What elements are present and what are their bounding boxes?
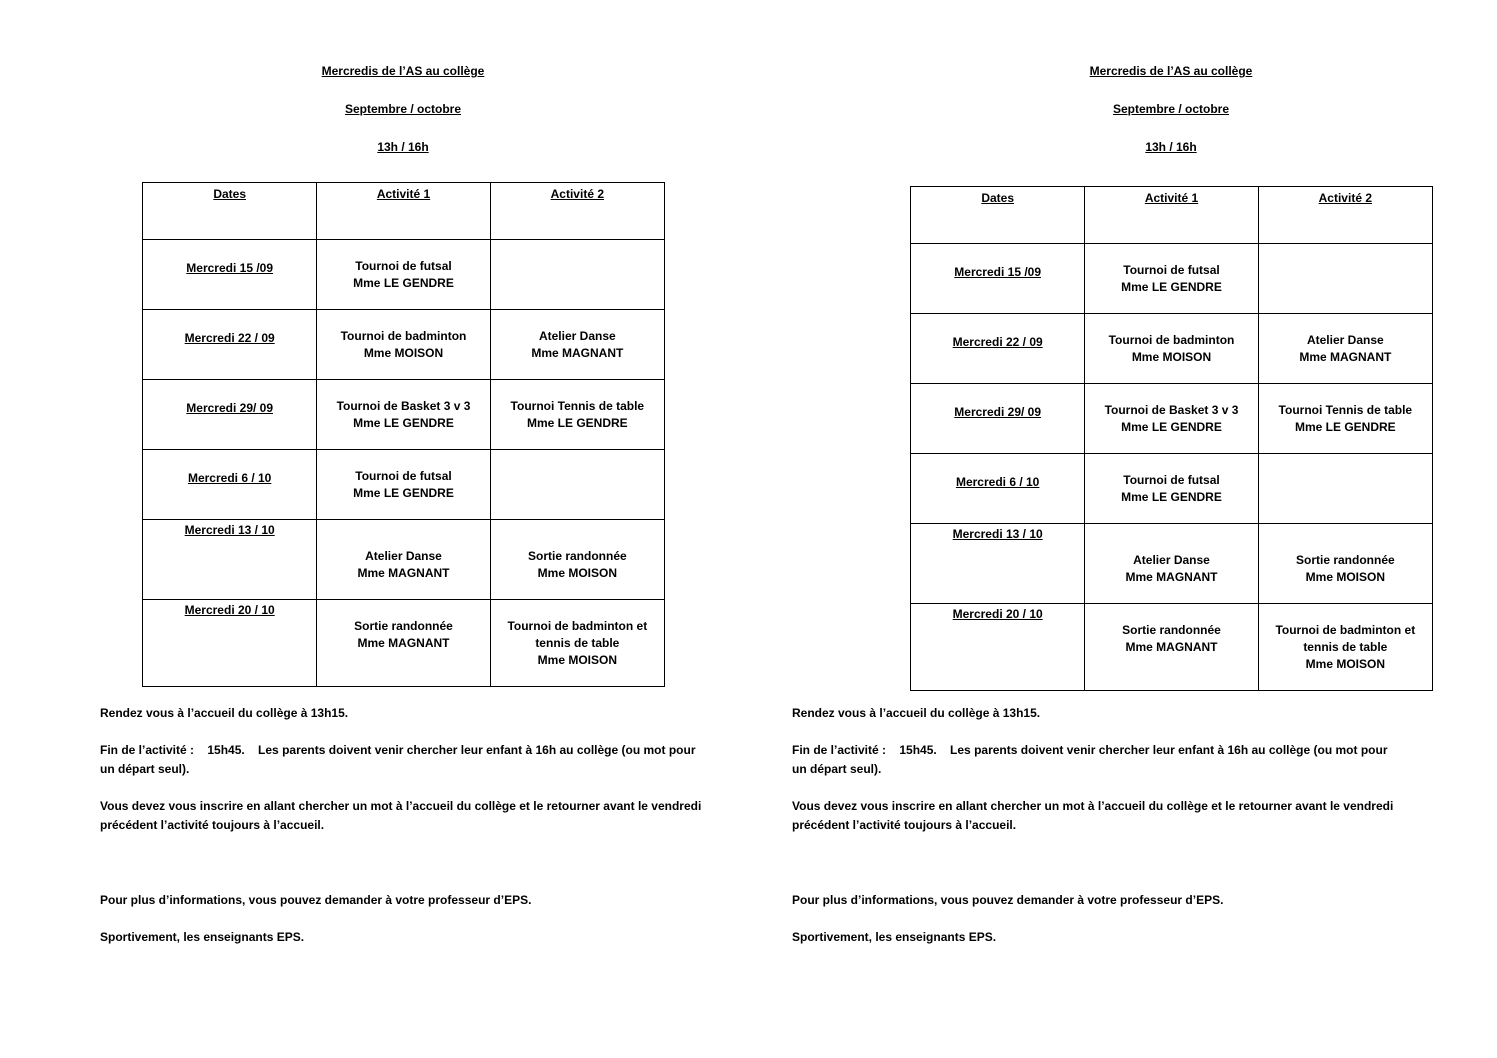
schedule-table (142, 182, 665, 687)
registration-note: Vous devez vous inscrire en allant chercher un mot à l’accueil du collège et le retourner avant le vendredi précédent l’activité toujours à l’accueil. (100, 799, 702, 832)
table-row (911, 454, 1433, 524)
activity-1-cell: Atelier Danse Mme MAGNANT (317, 520, 490, 600)
activity-2-cell (1258, 454, 1432, 524)
title-block (910, 62, 1432, 176)
flyer-title: Mercredis de l’AS au collège (1089, 64, 1253, 78)
flyer-period: Septembre / octobre (344, 102, 462, 116)
activity-2-cell (1258, 244, 1432, 314)
activity-1-cell: Tournoi de badminton Mme MOISON (1085, 314, 1258, 384)
activity-1-cell: Tournoi de Basket 3 v 3 Mme LE GENDRE (1085, 384, 1258, 454)
row-date: Mercredi 22 / 09 (911, 314, 1085, 384)
activity-2-cell: Tournoi de badminton et tennis de table Mme MOISON (490, 600, 664, 687)
table-row (143, 520, 665, 600)
activity-1-cell: Tournoi de futsal Mme LE GENDRE (1085, 454, 1258, 524)
title-block (142, 62, 664, 176)
header-activity-2: Activité 2 (1258, 187, 1432, 244)
activity-2-cell: Sortie randonnée Mme MOISON (490, 520, 664, 600)
activity-1-cell: Tournoi de futsal Mme LE GENDRE (317, 240, 490, 310)
header-activity-2: Activité 2 (490, 183, 664, 240)
table-header-row (911, 187, 1433, 244)
row-date: Mercredi 15 /09 (911, 244, 1085, 314)
end-time-note: Fin de l’activité : 15h45. Les parents doivent venir chercher leur enfant à 16h au collège (ou mot pour un départ seul). (100, 743, 696, 776)
row-date: Mercredi 29/ 09 (143, 380, 317, 450)
activity-2-cell: Tournoi Tennis de table Mme LE GENDRE (1258, 384, 1432, 454)
activity-1-cell: Sortie randonnée Mme MAGNANT (1085, 604, 1258, 691)
end-time-note: Fin de l’activité : 15h45. Les parents doivent venir chercher leur enfant à 16h au collège (ou mot pour un départ seul). (792, 743, 1388, 776)
activity-2-cell: Tournoi de badminton et tennis de table Mme MOISON (1258, 604, 1432, 691)
header-activity-1: Activité 1 (317, 183, 490, 240)
row-date: Mercredi 20 / 10 (911, 604, 1085, 691)
table-row (143, 600, 665, 687)
activity-1-cell: Atelier Danse Mme MAGNANT (1085, 524, 1258, 604)
flyer-hours: 13h / 16h (1145, 140, 1197, 154)
registration-note: Vous devez vous inscrire en allant chercher un mot à l’accueil du collège et le retourner avant le vendredi précédent l’activité toujours à l’accueil. (792, 799, 1394, 832)
info-note: Pour plus d’informations, vous pouvez demander à votre professeur d’EPS. (792, 893, 1224, 907)
schedule-table (910, 186, 1433, 691)
row-date: Mercredi 6 / 10 (143, 450, 317, 520)
row-date: Mercredi 15 /09 (143, 240, 317, 310)
signoff: Sportivement, les enseignants EPS. (100, 930, 305, 944)
info-note: Pour plus d’informations, vous pouvez demander à votre professeur d’EPS. (100, 893, 532, 907)
activity-2-cell: Atelier Danse Mme MAGNANT (1258, 314, 1432, 384)
flyer-right (748, 0, 1496, 1058)
activity-1-cell: Tournoi de badminton Mme MOISON (317, 310, 490, 380)
notes-block (100, 704, 740, 965)
activity-1-cell: Tournoi de Basket 3 v 3 Mme LE GENDRE (317, 380, 490, 450)
activity-2-cell (490, 240, 664, 310)
flyer-period: Septembre / octobre (1112, 102, 1230, 116)
row-date: Mercredi 13 / 10 (911, 524, 1085, 604)
activity-1-cell: Tournoi de futsal Mme LE GENDRE (1085, 244, 1258, 314)
header-dates: Dates (143, 183, 317, 240)
flyer-left (0, 0, 748, 1058)
activity-2-cell (490, 450, 664, 520)
activity-1-cell: Tournoi de futsal Mme LE GENDRE (317, 450, 490, 520)
table-row (911, 314, 1433, 384)
table-row (143, 240, 665, 310)
table-row (911, 384, 1433, 454)
activity-2-cell: Atelier Danse Mme MAGNANT (490, 310, 664, 380)
notes-block (792, 704, 1432, 965)
activity-2-cell: Tournoi Tennis de table Mme LE GENDRE (490, 380, 664, 450)
row-date: Mercredi 22 / 09 (143, 310, 317, 380)
signoff: Sportivement, les enseignants EPS. (792, 930, 997, 944)
row-date: Mercredi 29/ 09 (911, 384, 1085, 454)
meeting-note: Rendez vous à l’accueil du collège à 13h15. (100, 706, 349, 720)
table-row (143, 450, 665, 520)
header-activity-1: Activité 1 (1085, 187, 1258, 244)
flyer-title: Mercredis de l’AS au collège (321, 64, 485, 78)
row-date: Mercredi 20 / 10 (143, 600, 317, 687)
meeting-note: Rendez vous à l’accueil du collège à 13h15. (792, 706, 1041, 720)
table-row (143, 380, 665, 450)
table-row (911, 604, 1433, 691)
table-header-row (143, 183, 665, 240)
row-date: Mercredi 6 / 10 (911, 454, 1085, 524)
flyer-hours: 13h / 16h (377, 140, 429, 154)
activity-1-cell: Sortie randonnée Mme MAGNANT (317, 600, 490, 687)
table-row (143, 310, 665, 380)
activity-2-cell: Sortie randonnée Mme MOISON (1258, 524, 1432, 604)
table-row (911, 524, 1433, 604)
table-row (911, 244, 1433, 314)
header-dates: Dates (911, 187, 1085, 244)
row-date: Mercredi 13 / 10 (143, 520, 317, 600)
